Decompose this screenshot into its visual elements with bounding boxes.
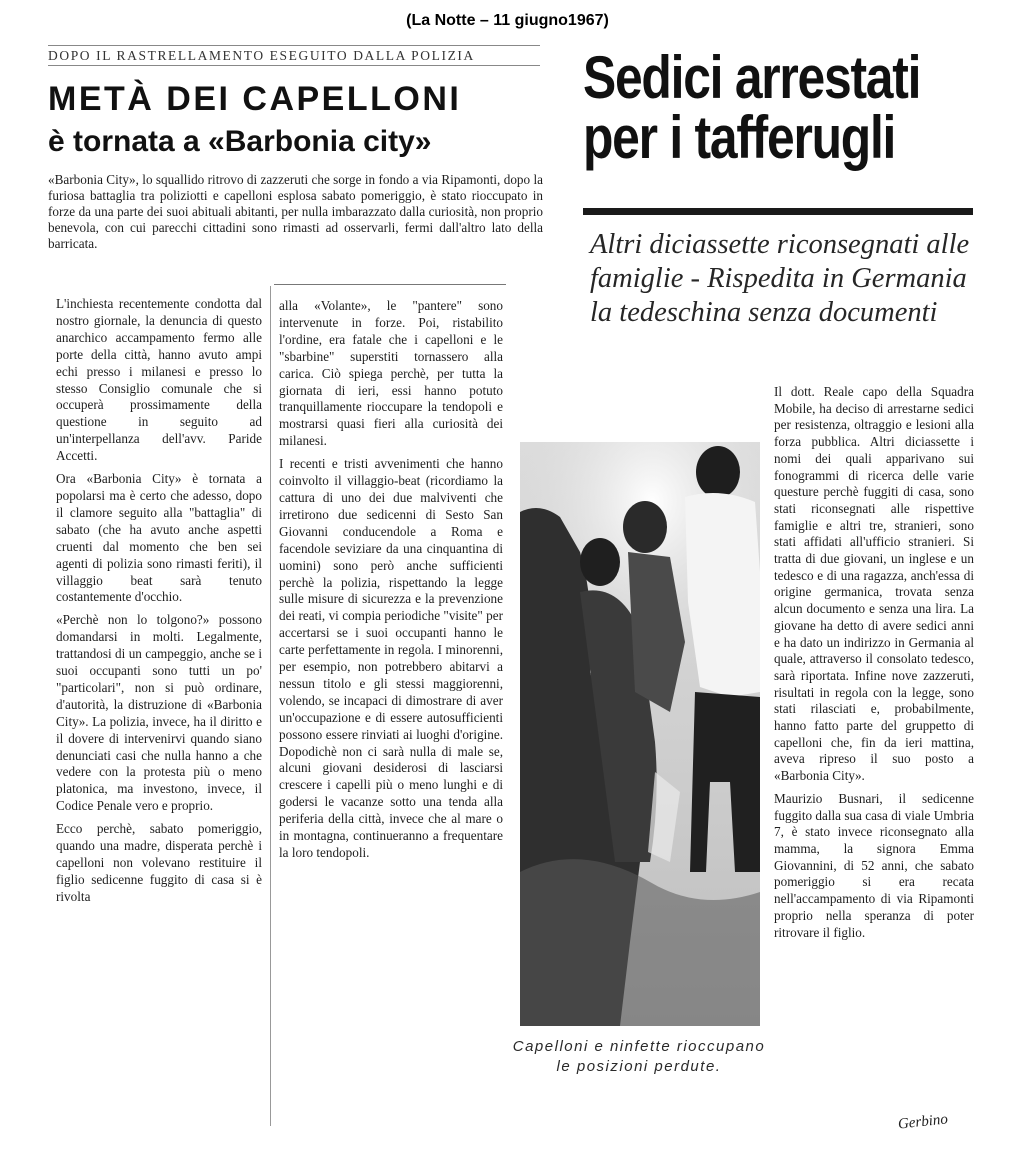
photo-head-left bbox=[580, 538, 620, 586]
photo-caption: Capelloni e ninfette rioccupano le posizioni perdute. bbox=[512, 1038, 766, 1075]
col2-paragraph: alla «Volante», le "pantere" sono intervenute in forze. Poi, ristabilito l'ordine, era fatale che i capelloni e le "sbarbine" superstiti tornassero alla carica. Ciò spiega perchè, per tutta la giornata di ieri, essi hanno potuto tranquillamente rioccupare la tendopoli e mostrarsi quasi fieri alla curiosità dei milanesi. bbox=[279, 298, 503, 449]
right-subhead: Altri diciassette riconsegnati alle famiglie - Rispedita in Germania la tedeschina senza documenti bbox=[590, 229, 970, 328]
col3-paragraph: Maurizio Busnari, il sedicenne fuggito dalla sua casa di viale Umbria 7, è stato invece riconsegnato alla mamma, la signora Emma Giovannini, di 52 anni, che sabato pomeriggio si era recata nell'accampamento di via Ripamonti proprio nella speranza di poter ritrovare il figlio. bbox=[774, 790, 974, 940]
left-article-column-2 bbox=[279, 298, 503, 868]
right-headline-line1: Sedici arrestati bbox=[583, 44, 921, 111]
left-headline-line2: è tornata a «Barbonia city» bbox=[48, 125, 432, 158]
right-article-column bbox=[774, 384, 974, 947]
headline-rule bbox=[583, 208, 973, 215]
left-headline-line1: METÀ DEI CAPELLONI bbox=[48, 80, 462, 118]
photo-head-right bbox=[696, 446, 740, 498]
right-headline bbox=[583, 44, 921, 171]
column-divider bbox=[270, 286, 271, 1126]
col1-paragraph: L'inchiesta recentemente condotta dal nostro giornale, la denuncia di questo anarchico accampamento fermo alle porte della città, hanno avuto ampi echi presso i milanesi e presso lo stesso Consiglio comunale che si occuperà prossimamente della questione in seguito ad un'interpellanza dell'avv. Paride Accetti. bbox=[56, 296, 262, 464]
column-rule bbox=[274, 284, 506, 285]
left-lead-paragraph: «Barbonia City», lo squallido ritrovo di zazzeruti che sorge in fondo a via Ripamonti, dopo la furiosa battaglia tra poliziotti e capelloni esplosa sabato pomeriggio, è stato rioccupato in forze da una parte dei suoi abituali abitanti, per nulla imbarazzato dalla curiosità, non proprio benevola, con cui parecchi cittadini sono rimasti ad osservarli, fermi dall'altro lato della barricata. bbox=[48, 172, 543, 251]
col2-paragraph: I recenti e tristi avvenimenti che hanno coinvolto il villaggio-beat (ricordiamo la cattura di uno dei due malviventi che irretirono due sedicenni di Sesto San Giovanni conducendole a Roma e facendole seviziare da una cinquantina di uomini) sono però anche sufficienti perchè la polizia, rispettando la legge sulle misure di sicurezza e la prevenzione dei reati, vi compia periodiche "visite" per accertarsi se i suoi occupanti hanno le carte perfettamente in regola. I minorenni, per esempio, non potrebbero abitarvi a nessun titolo e gli stessi maggiorenni, volendo, se incapaci di dimostrare di aver un'occupazione e di essere autosufficienti possono essere rinviati ai luoghi d'origine. Dopodichè non ci sarà nulla di male se, alcuni giovani desiderosi di lasciarsi crescere i capelli più o meno lunghi e di godersi le vacanze sotto una tenda alla periferia della città, invece che al mare o in montagna, continueranno a frequentare la loro tendopoli. bbox=[279, 456, 503, 860]
col3-paragraph: Il dott. Reale capo della Squadra Mobile, ha deciso di arrestarne sedici per resistenza, oltraggio e lesioni alla forza pubblica. Altri diciassette i nomi dei quali apparivano sui fonogrammi di ricerca delle varie questure perchè fuggiti di casa, sono stati riconsegnati alle rispettive famiglie e altri tre, stranieri, sono stati affidati all'ufficio stranieri. Si tratta di due giovani, un inglese e un tedesco e di una ragazza, anch'essa di origine germanica, trovata senza alcun documento e senza una lira. La giovane ha detto di avere sedici anni e ha dato un indirizzo in Germania al quale, attraverso il consolato tedesco, sarà riportata. Infine nove zazzeruti, risultati in regola con la legge, sono stati rilasciati e, probabilmente, hanno fatto parte del gruppetto di capelloni che, fin da ieri mattina, aveva ripreso il suo posto a «Barbonia City». bbox=[774, 384, 974, 784]
left-article-column-1 bbox=[56, 296, 262, 912]
source-caption: (La Notte – 11 giugno1967) bbox=[406, 12, 609, 29]
col1-paragraph: «Perchè non lo tolgono?» possono domandarsi in molti. Legalmente, trattandosi di un campeggio, anche se i suoi occupanti sono tutti un po' "particolari", non si può ordinare, d'autorità, la distruzione di «Barbonia City». La polizia, invece, ha il diritto e il dovere di intervenirvi quando siano denunciati casi che nulla hanno a che vedere con la protesta più o meno platonica, ma investono, invece, il Codice Penale vero e proprio. bbox=[56, 612, 262, 814]
col1-paragraph: Ecco perchè, sabato pomeriggio, quando una madre, disperata perchè i capelloni non volevano restituire il figlio sedicenne fuggito di casa si è rivolta bbox=[56, 821, 262, 904]
signature: Gerbino bbox=[897, 1111, 949, 1133]
right-headline-line2: per i tafferugli bbox=[583, 104, 896, 171]
photo-head-center bbox=[623, 501, 667, 553]
left-kicker: DOPO IL RASTRELLAMENTO ESEGUITO DALLA POLIZIA bbox=[48, 45, 540, 66]
news-photo bbox=[520, 442, 760, 1026]
col1-paragraph: Ora «Barbonia City» è tornata a popolarsi ma è certo che adesso, dopo il clamore seguito alla "battaglia" di sabato (che ha avuto anche aspetti cruenti dal momento che ben sei agenti di polizia sono rimasti feriti), il villaggio beat sarà tenuto costantemente d'occhio. bbox=[56, 471, 262, 605]
